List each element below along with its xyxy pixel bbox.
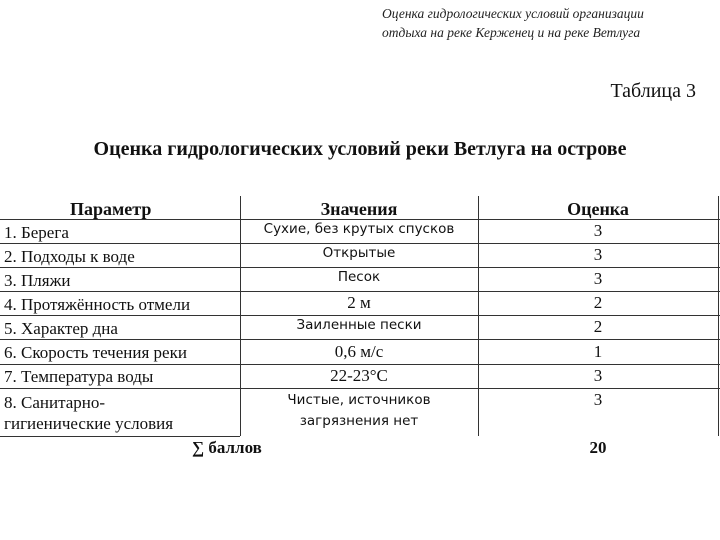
row-divider — [0, 291, 720, 292]
score-cell: 3 — [593, 390, 603, 409]
total-value: 20 — [589, 438, 607, 457]
row-divider — [0, 315, 720, 316]
value-cell: 0,6 м/с — [334, 342, 384, 361]
score-cell: 3 — [593, 245, 603, 264]
param-cell: 5. Характер дна — [4, 319, 118, 338]
score-cell: 3 — [593, 221, 603, 240]
row-divider — [0, 339, 720, 340]
column-header-values: Значения — [320, 199, 398, 219]
header-note-line-1: Оценка гидрологических условий организации — [382, 6, 644, 21]
score-cell: 3 — [593, 269, 603, 288]
column-header-score: Оценка — [567, 199, 629, 219]
param-cell: 7. Температура воды — [4, 367, 154, 386]
param-cell: 1. Берега — [4, 223, 69, 242]
value-cell-line-2: загрязнения нет — [299, 413, 419, 429]
header-note-line-2: отдыха на реке Керженец и на реке Ветлуга — [382, 25, 641, 40]
row-divider — [0, 243, 720, 244]
value-cell: 2 м — [347, 293, 371, 312]
row-divider — [0, 388, 720, 389]
table-bottom-border — [0, 436, 240, 437]
score-cell: 2 — [593, 293, 603, 312]
total-label: ∑ баллов — [192, 438, 262, 457]
row-divider — [0, 364, 720, 365]
param-cell: 3. Пляжи — [4, 271, 71, 290]
row-divider — [0, 267, 720, 268]
param-cell: 2. Подходы к воде — [4, 247, 135, 266]
param-cell: 6. Скорость течения реки — [4, 343, 187, 362]
param-cell-line-2: гигиенические условия — [4, 414, 174, 433]
score-cell: 1 — [593, 342, 603, 361]
value-cell-line-1: Чистые, источников — [287, 392, 431, 408]
value-cell: Сухие, без крутых спусков — [263, 221, 455, 237]
param-cell-line-1: 8. Санитарно- — [4, 393, 106, 412]
value-cell: Песок — [337, 269, 381, 285]
score-cell: 3 — [593, 366, 603, 385]
value-cell: Заиленные пески — [296, 317, 422, 333]
header-note — [382, 4, 712, 42]
param-cell: 4. Протяжённость отмели — [4, 295, 191, 314]
value-cell: 22-23°C — [330, 366, 388, 385]
table-right-border — [718, 196, 719, 436]
score-cell: 2 — [593, 317, 603, 336]
table-number: Таблица 3 — [610, 80, 696, 102]
param-cell — [4, 392, 238, 434]
evaluation-table — [0, 196, 720, 461]
column-header-parameter: Параметр — [70, 199, 152, 219]
page-title: Оценка гидрологических условий реки Ветлуга на острове — [93, 138, 627, 160]
value-cell: Открытые — [322, 245, 396, 261]
value-cell — [240, 390, 478, 432]
